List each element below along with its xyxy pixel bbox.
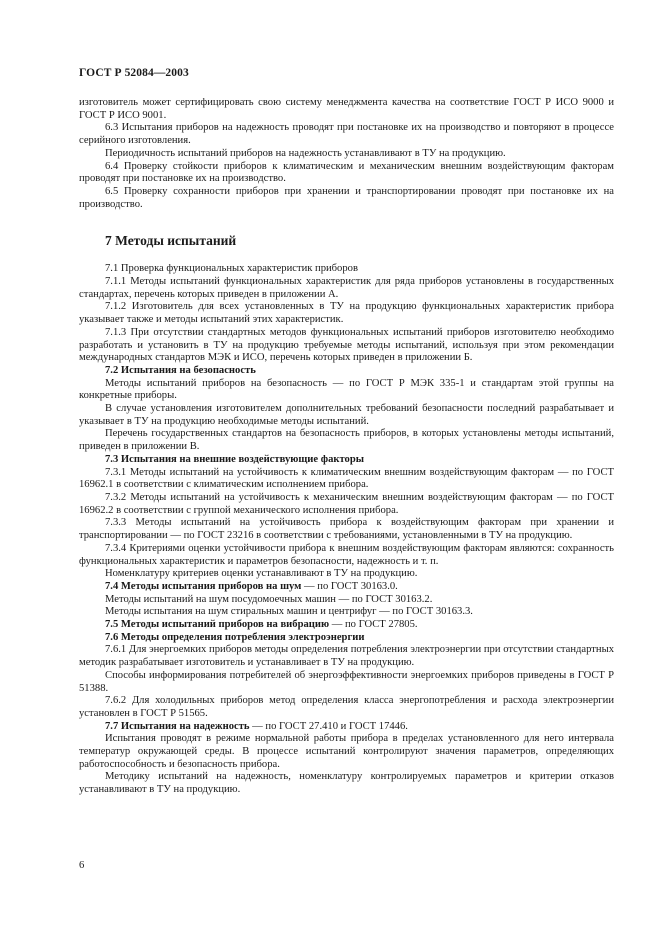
paragraph: 7.3.1 Методы испытаний на устойчивость к климатическим внешним воздействующим факторам — по ГОСТ 16962.1 в соответствии с климатическим исполнением прибора. — [79, 466, 614, 491]
subsection-paragraph — [79, 581, 614, 594]
page-number: 6 — [79, 860, 85, 871]
subsection-heading: 7.5 Методы испытаний приборов на вибрацию — [105, 619, 330, 631]
paragraph: 7.1 Проверка функциональных характеристик приборов — [105, 263, 358, 275]
paragraph: 7.3.2 Методы испытаний на устойчивость к механическим внешним воздействующим факторам — по ГОСТ 16962.2 в соответствии с группой механического исполнения прибора. — [79, 491, 614, 516]
paragraph: 6.4 Проверку стойкости приборов к климатическим и механическим внешним воздействующим факторам проводят при постановке их на производство. — [79, 160, 614, 185]
subsection-text: — по ГОСТ 27.410 и ГОСТ 17446. — [249, 720, 408, 732]
paragraph: Номенклатуру критериев оценки устанавливают в ТУ на продукцию. — [105, 568, 418, 580]
subsection-paragraph — [79, 619, 614, 632]
paragraph: Методику испытаний на надежность, номенклатуру контролируемых параметров и критерии отказов устанавливают в ТУ на продукцию. — [79, 771, 614, 796]
paragraph: 7.1.2 Изготовитель для всех установленных в ТУ на продукцию функциональных характеристик прибора указывает также и методы испытаний этих характеристик. — [79, 301, 614, 326]
paragraph: Методы испытаний на шум посудомоечных машин — по ГОСТ 30163.2. — [105, 593, 433, 605]
paragraph: 6.3 Испытания приборов на надежность проводят при постановке их на производство и повторяют в процессе серийного изготовления. — [79, 122, 614, 147]
document-header: ГОСТ Р 52084—2003 — [79, 67, 189, 79]
subsection-heading: 7.7 Испытания на надежность — [105, 720, 250, 732]
page-body — [79, 97, 614, 797]
section-title: 7 Методы испытаний — [105, 233, 237, 249]
paragraph: Испытания проводят в режиме нормальной работы прибора в пределах установленного для него интервала температур окружающей среды. В процессе испытаний контролируют значения параметров, определяющих работоспособность и безопасность прибора. — [79, 733, 614, 770]
paragraph: Методы испытаний приборов на безопасность — по ГОСТ Р МЭК 335-1 и стандартам этой группы на конкретные приборы. — [79, 377, 614, 402]
paragraph: Периодичность испытаний приборов на надежность устанавливают в ТУ на продукцию. — [105, 147, 506, 159]
subsection-heading: 7.4 Методы испытания приборов на шум — [105, 580, 302, 592]
paragraph: Перечень государственных стандартов на безопасность приборов, в которых установлены методы испытаний, приведен в приложении В. — [79, 428, 614, 453]
subsection-paragraph — [79, 721, 614, 734]
paragraph: изготовитель может сертифицировать свою систему менеджмента качества на соответствие ГОСТ Р ИСО 9000 и ГОСТ Р ИСО 9001. — [79, 97, 614, 121]
subsection-text: — по ГОСТ 27805. — [329, 619, 418, 631]
paragraph: Способы информирования потребителей об энергоэффективности энергоемких приборов приведены в ГОСТ Р 51388. — [79, 669, 614, 694]
paragraph: 7.6.2 Для холодильных приборов метод определения класса энергопотребления и расхода электроэнергии установлен в ГОСТ Р 51565. — [79, 695, 614, 719]
paragraph: 7.1.3 При отсутствии стандартных методов функциональных испытаний приборов изготовителю необходимо разработать и установить в ТУ на продукцию требуемые методы испытаний, используя при этом рекомендации международных стандартов МЭК и ИСО, перечень которых приведен в приложении Б. — [79, 326, 614, 364]
paragraph: 6.5 Проверку сохранности приборов при хранении и транспортировании проводят при постановке их на производство. — [79, 185, 614, 210]
paragraph: 7.1.1 Методы испытаний функциональных характеристик для ряда приборов установлены в государственных стандартах, перечень которых приведен в приложении А. — [79, 276, 614, 300]
paragraph: 7.3.4 Критериями оценки устойчивости прибора к внешним воздействующим факторам являются: сохранность функциональных характеристик и параметров безопасности, надежность и т. п. — [79, 542, 614, 567]
paragraph: Методы испытания на шум стиральных машин и центрифуг — по ГОСТ 30163.3. — [105, 606, 473, 618]
subsection-text: — по ГОСТ 30163.0. — [301, 580, 398, 592]
subsection-heading: 7.6 Методы определения потребления электроэнергии — [105, 631, 365, 643]
paragraph: 7.6.1 Для энергоемких приборов методы определения потребления электроэнергии при отсутствии стандартных методик разрабатывает изготовитель и устанавливает в ТУ на продукцию. — [79, 644, 614, 669]
subsection-heading: 7.3 Испытания на внешние воздействующие факторы — [105, 453, 364, 465]
subsection-heading: 7.2 Испытания на безопасность — [105, 364, 256, 376]
paragraph: В случае установления изготовителем дополнительных требований безопасности последний разрабатывает и указывает в ТУ на продукцию необходимые методы испытаний. — [79, 403, 614, 427]
paragraph: 7.3.3 Методы испытаний на устойчивость прибора к воздействующим факторам при хранении и транспортировании — по ГОСТ 23216 в соответствии с требованиями, установленными в ТУ на продукцию. — [79, 517, 614, 542]
